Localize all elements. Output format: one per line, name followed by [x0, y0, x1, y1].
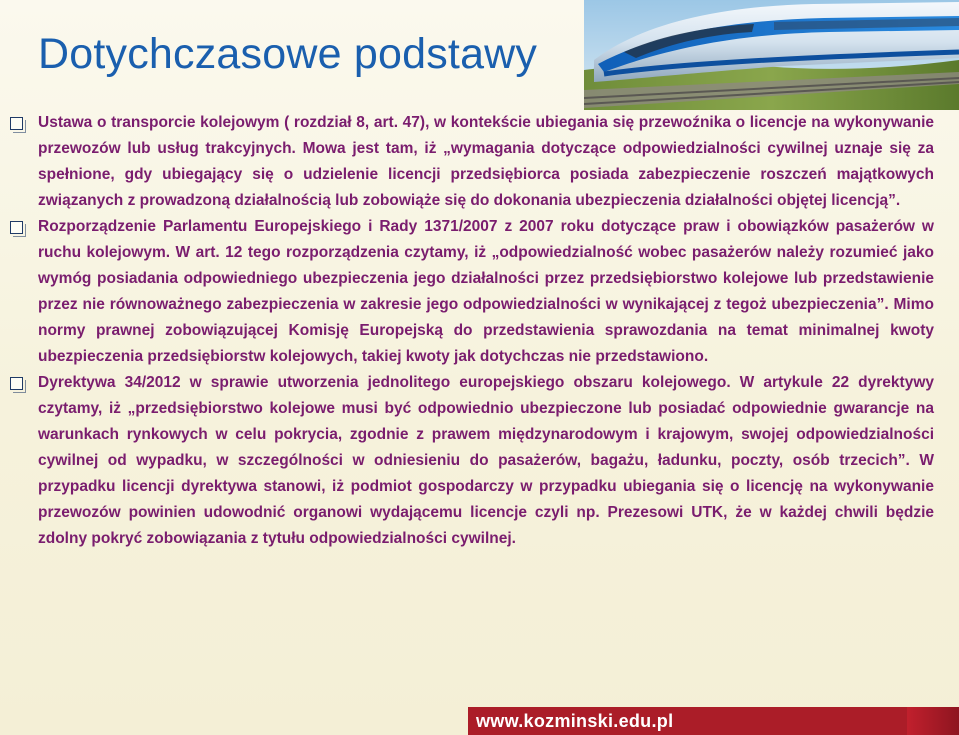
bullet-text: Dyrektywa 34/2012 w sprawie utworzenia jednolitego europejskiego obszaru kolejowego. W artykule 22 dyrektywy czytamy, iż „przedsiębiorstwo kolejowe musi być odpowiednio ubezpieczone lub posiadać odpowiednie gwarancje na warunkach rynkowych w celu pokrycia, zgodnie z prawem międzynarodowym i krajowym, swojej odpowiedzialności cywilnej od wypadku, w szczególności w odniesieniu do pasażerów, bagażu, ładunku, poczty, osób trzecich”. W przypadku licencji dyrektywa stanowi, iż podmiot gospodarczy w przypadku ubiegania się o licencję na wykonywanie przewozów powinien udowodnić organowi wydającemu licencje czyli np. Prezesowi UTK, że w każdej chwili będzie zdolny pokryć zobowiązania z tytułu odpowiedzialności cywilnej.: [38, 374, 934, 547]
footer-url[interactable]: www.kozminski.edu.pl: [476, 711, 674, 731]
bullet-dyrektywa-34-2012: [10, 370, 934, 552]
checkbox-bullet-icon: [10, 117, 23, 130]
checkbox-bullet-icon: [10, 221, 23, 234]
bullet-text: Rozporządzenie Parlamentu Europejskiego i Rady 1371/2007 z 2007 roku dotyczące praw i obowiązków pasażerów w ruchu kolejowym. W art. 12 tego rozporządzenia czytamy, iż „odpowiedzialność wobec pasażerów należy rozumieć jako wymóg posiadania odpowiedniego ubezpieczenia jego działalności przez przedsiębiorstwo kolejowe lub przedstawienie przez nie równoważnego zabezpieczenia w zakresie jego odpowiedzialności w wynikającej z tegoż ubezpieczenia”. Mimo normy prawnej zobowiązującej Komisję Europejską do przedstawienia sprawozdania na temat minimalnej kwoty ubezpieczenia przedsiębiorstw kolejowych, takiej kwoty jak dotychczas nie przedstawiono.: [38, 218, 934, 365]
slide-title: Dotychczasowe podstawy: [38, 30, 538, 78]
footer-bar: [468, 707, 959, 735]
bullet-ustawa-o-transporcie-kolejowym: [10, 110, 934, 214]
bullet-rozporzadzenie-1371-2007: [10, 214, 934, 370]
checkbox-bullet-icon: [10, 377, 23, 390]
high-speed-train-photo: [584, 0, 959, 110]
bullet-text: Ustawa o transporcie kolejowym ( rozdział 8, art. 47), w kontekście ubiegania się przewoźnika o licencje na wykonywanie przewozów lub usług trakcyjnych. Mowa jest tam, iż „wymagania dotyczące odpowiedzialności cywilnej uznaje się za spełnione, gdy ubiegający się o udzielenie licencji przedsiębiorca posiada zabezpieczenie roszczeń majątkowych związanych z prowadzoną działalnością lub zobowiąże się do dokonania ubezpieczenia działalności objętej licencją”.: [38, 114, 934, 209]
footer-accent: [907, 707, 959, 735]
slide-content: [10, 110, 934, 552]
